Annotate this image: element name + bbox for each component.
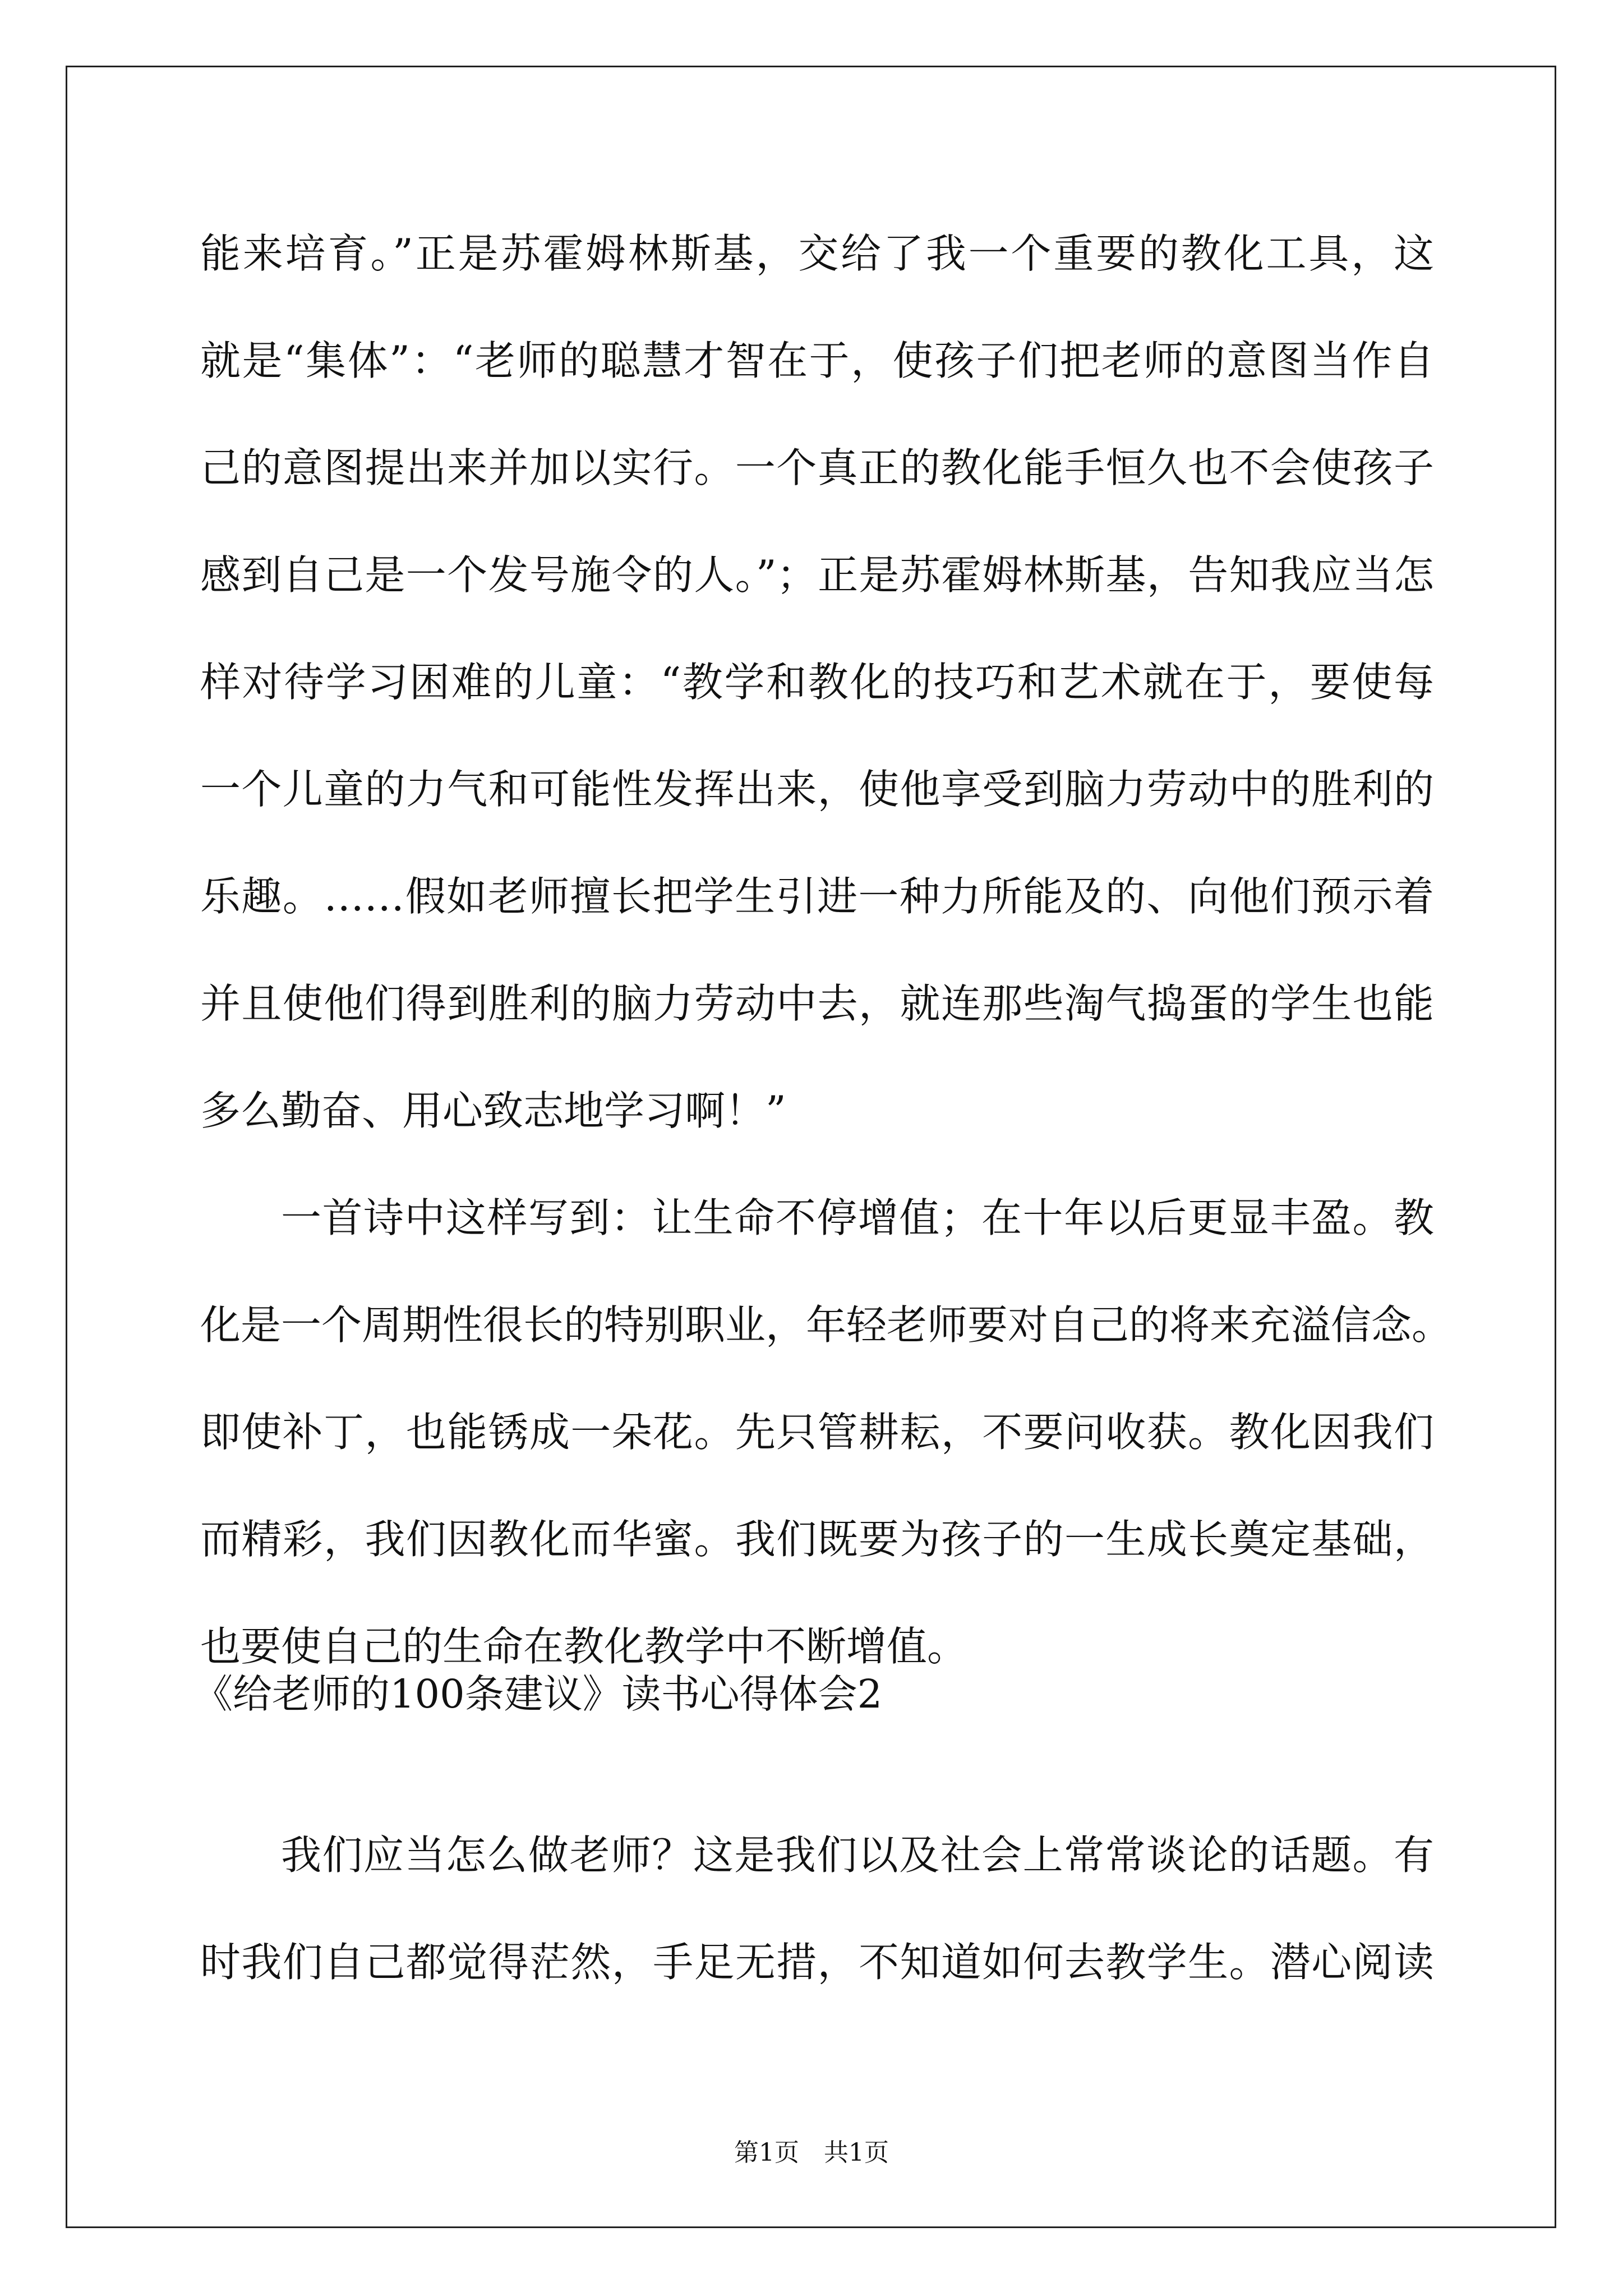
paragraph-line: 时我们自己都觉得茫然，手足无措，不知道如何去教学生。潜心阅读 bbox=[200, 1939, 1434, 1986]
paragraph-line: 就是“集体”：“老师的聪慧才智在于，使孩子们把老师的意图当作自 bbox=[200, 337, 1434, 384]
paragraph-line: 也要使自己的生命在教化教学中不断增值。 bbox=[200, 1623, 968, 1670]
paragraph-1 bbox=[200, 200, 1434, 1165]
paragraph-line: 而精彩，我们因教化而华蜜。我们既要为孩子的一生成长奠定基础， bbox=[200, 1516, 1434, 1563]
paragraph-line: 并且使他们得到胜利的脑力劳动中去，就连那些淘气捣蛋的学生也能 bbox=[200, 980, 1434, 1027]
paragraph-line: 感到自己是一个发号施令的人。”；正是苏霍姆林斯基，告知我应当怎 bbox=[200, 551, 1434, 599]
paragraph-line: 即使补丁，也能锈成一朵花。先只管耕耘，不要问收获。教化因我们 bbox=[200, 1409, 1434, 1456]
paragraph-line: 我们应当怎么做老师？这是我们以及社会上常常谈论的话题。有 bbox=[281, 1832, 1434, 1879]
paragraph-line: 能来培育。”正是苏霍姆林斯基，交给了我一个重要的教化工具，这 bbox=[200, 230, 1434, 277]
section-heading: 《给老师的100条建议》读书心得体会2 bbox=[193, 1671, 883, 1717]
paragraph-line: 化是一个周期性很长的特别职业，年轻老师要对自己的将来充溢信念。 bbox=[200, 1301, 1453, 1349]
paragraph-line: 乐趣。……假如老师擅长把学生引进一种力所能及的、向他们预示着 bbox=[200, 873, 1434, 920]
paragraph-line: 一首诗中这样写到：让生命不停增值；在十年以后更显丰盈。教 bbox=[281, 1194, 1434, 1241]
paragraph-line: 多么勤奋、用心致志地学习啊！” bbox=[200, 1087, 786, 1134]
paragraph-line: 样对待学习困难的儿童：“教学和教化的技巧和艺术就在于，要使每 bbox=[200, 659, 1434, 706]
paragraph-3 bbox=[200, 1802, 1434, 2016]
page-number-footer: 第1页 共1页 bbox=[734, 2138, 889, 2167]
paragraph-line: 己的意图提出来并加以实行。一个真正的教化能手恒久也不会使孩子 bbox=[200, 444, 1434, 491]
paragraph-2 bbox=[200, 1165, 1453, 1700]
paragraph-line: 一个儿童的力气和可能性发挥出来，使他享受到脑力劳动中的胜利的 bbox=[200, 766, 1434, 813]
